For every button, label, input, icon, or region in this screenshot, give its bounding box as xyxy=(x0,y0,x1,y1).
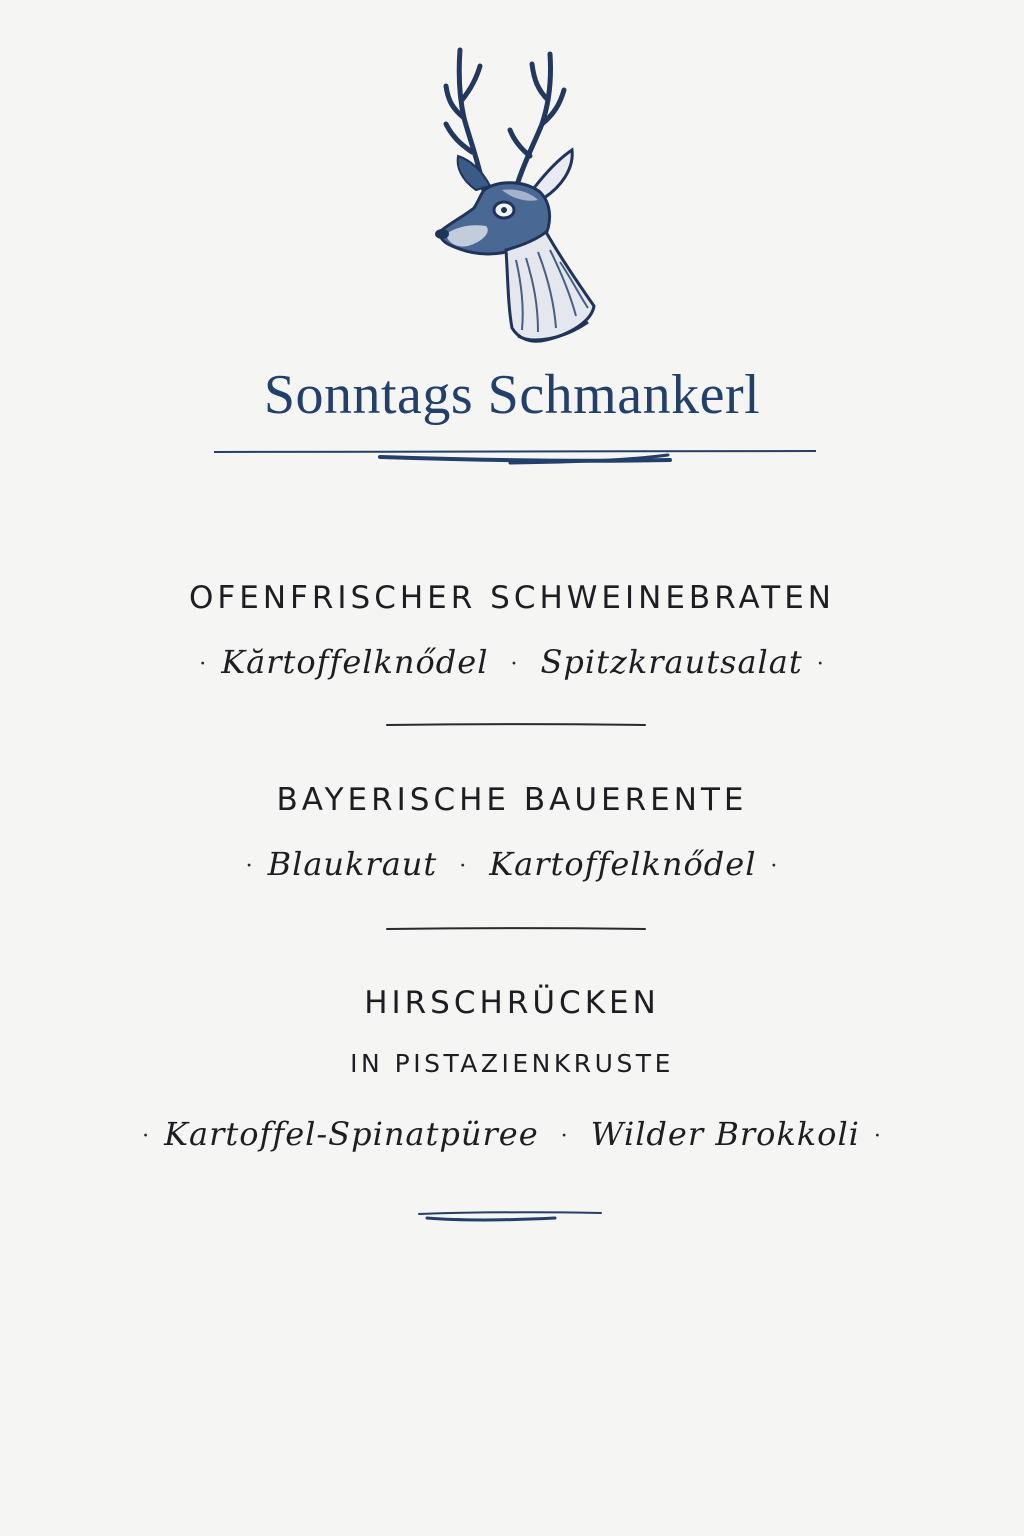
dish-name-bauerente: BAYERISCHE BAUERENTE xyxy=(276,782,748,818)
separator-dot: · xyxy=(142,1123,151,1149)
dish-name-schweinebraten: OFENFRISCHER SCHWEINEBRATEN xyxy=(189,580,835,616)
dish-subtitle-hirschruecken: IN PISTAZIENKRUSTE xyxy=(350,1049,674,1078)
title-brush-rule xyxy=(210,440,820,470)
separator-dot: · xyxy=(560,1123,569,1149)
dish-name-hirschruecken: HIRSCHRÜCKEN xyxy=(364,985,660,1021)
section-divider xyxy=(385,926,647,932)
separator-dot: · xyxy=(873,1123,882,1149)
side-item: Kartoffel-Spinatpüree xyxy=(164,1115,539,1153)
dish-sides-hirschruecken xyxy=(0,1112,1024,1159)
menu-title: Sonntags Schmankerl xyxy=(263,364,761,426)
side-item: Blaukraut xyxy=(267,845,438,883)
closing-brush-rule xyxy=(415,1206,605,1224)
section-divider xyxy=(385,722,647,728)
separator-dot: · xyxy=(816,651,825,677)
separator-dot: · xyxy=(245,853,254,879)
side-item: Kartoffelknődel xyxy=(489,845,757,883)
separator-dot: · xyxy=(510,651,519,677)
separator-dot: · xyxy=(459,853,468,879)
side-item: Wilder Brokkoli xyxy=(590,1115,860,1153)
side-item: Kărtoffelknődel xyxy=(221,643,489,681)
separator-dot: · xyxy=(770,853,779,879)
side-item: Spitzkrautsalat xyxy=(540,643,803,681)
dish-sides-bauerente xyxy=(0,842,1024,889)
deer-head-icon xyxy=(412,40,612,350)
dish-sides-schweinebraten xyxy=(0,640,1024,687)
separator-dot: · xyxy=(199,651,208,677)
